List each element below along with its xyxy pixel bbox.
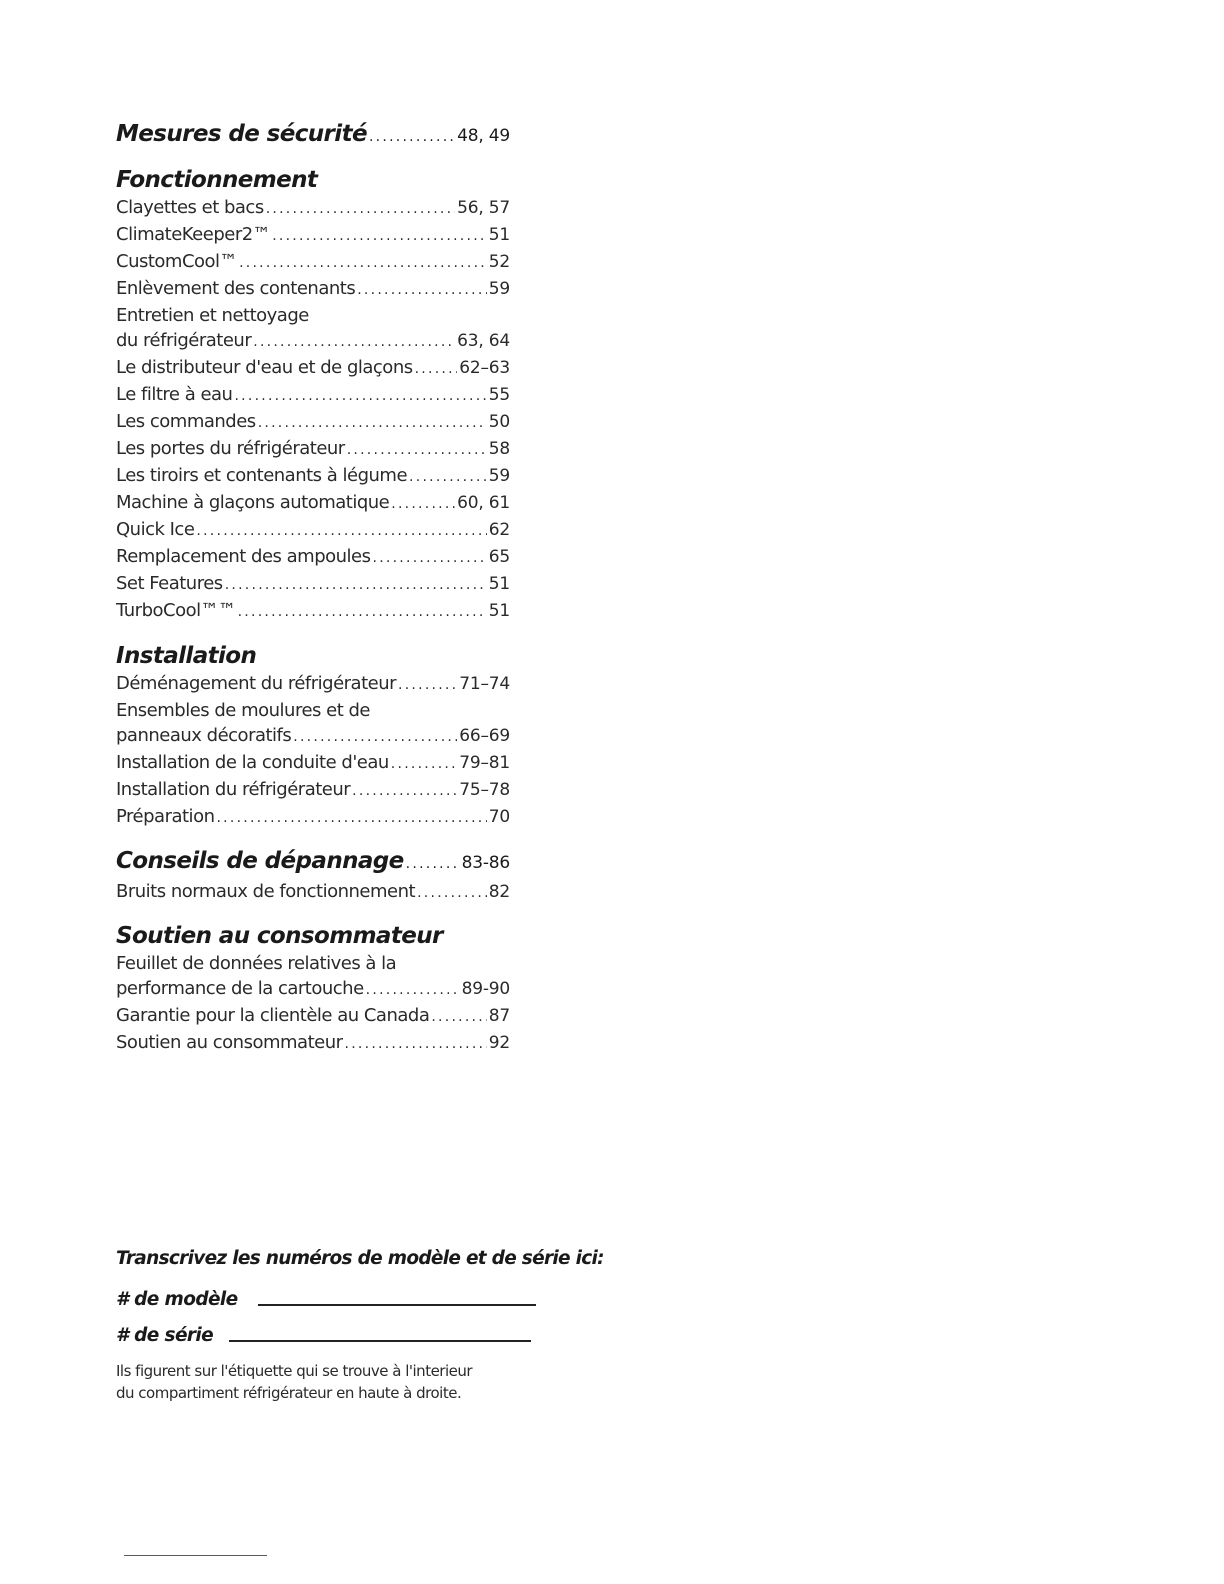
entry-label: Enlèvement des contenants xyxy=(116,278,356,299)
page-ref: 52 xyxy=(488,252,510,272)
toc-heading-conseils-de-depannage[interactable] xyxy=(116,846,510,879)
leader-dots xyxy=(391,490,455,517)
leader-dots xyxy=(345,1030,487,1057)
leader-dots xyxy=(415,355,458,382)
entry-label: Clayettes et bacs xyxy=(116,197,264,218)
leader-dots xyxy=(238,598,487,625)
page-ref: 63, 64 xyxy=(457,331,510,351)
model-number-row xyxy=(116,1277,576,1310)
toc-entry[interactable] xyxy=(116,463,510,490)
page-ref: 92 xyxy=(488,1033,510,1053)
heading-label: Mesures de sécurité xyxy=(116,121,367,147)
leader-dots xyxy=(234,382,486,409)
entry-label: Set Features xyxy=(116,573,223,594)
toc-entry[interactable] xyxy=(116,222,510,249)
entry-label: Le distributeur d'eau et de glaçons xyxy=(116,357,413,378)
model-serial-record xyxy=(116,1244,604,1404)
toc-entry[interactable] xyxy=(116,382,510,409)
soutien-entries xyxy=(116,951,510,1057)
serial-number-field[interactable] xyxy=(229,1340,531,1342)
toc-entry[interactable] xyxy=(116,490,510,517)
page-ref: 62–63 xyxy=(459,358,510,378)
toc-entry[interactable] xyxy=(116,1003,510,1030)
toc-heading-soutien-au-consommateur xyxy=(116,921,510,951)
leader-dots xyxy=(391,750,457,777)
serial-number-label: # de série xyxy=(116,1325,214,1346)
leader-dots xyxy=(225,571,487,598)
page-ref: 82 xyxy=(488,882,510,902)
entry-label: panneaux décoratifs xyxy=(116,725,292,746)
toc-entry[interactable] xyxy=(116,777,510,804)
fonctionnement-entries xyxy=(116,195,510,625)
toc-entry-continued xyxy=(116,698,510,723)
page-ref: 83-86 xyxy=(461,853,510,873)
toc-entry[interactable] xyxy=(116,409,510,436)
toc-entry-continued xyxy=(116,303,510,328)
toc-entry[interactable] xyxy=(116,249,510,276)
entry-label: Ensembles de moulures et de xyxy=(116,700,370,721)
leader-dots xyxy=(417,879,487,906)
toc-entry[interactable] xyxy=(116,355,510,382)
heading-label: Fonctionnement xyxy=(116,167,318,193)
page-ref: 79–81 xyxy=(459,753,510,773)
toc-entry[interactable] xyxy=(116,598,510,625)
toc-entry[interactable] xyxy=(116,976,510,1003)
leader-dots xyxy=(369,118,455,153)
leader-dots xyxy=(347,436,487,463)
leader-dots xyxy=(272,222,487,249)
page-ref: 70 xyxy=(488,807,510,827)
entry-label: Bruits normaux de fonctionnement xyxy=(116,881,416,902)
page-ref: 89-90 xyxy=(461,979,510,999)
toc-heading-fonctionnement xyxy=(116,165,510,195)
entry-label: performance de la cartouche xyxy=(116,978,364,999)
leader-dots xyxy=(373,544,487,571)
page-ref: 60, 61 xyxy=(457,493,510,513)
leader-dots xyxy=(216,804,486,831)
leader-dots xyxy=(406,846,460,879)
toc-entry[interactable] xyxy=(116,723,510,750)
toc-entry[interactable] xyxy=(116,804,510,831)
entry-label: Installation du réfrigérateur xyxy=(116,779,351,800)
toc-entry[interactable] xyxy=(116,517,510,544)
toc-entry[interactable] xyxy=(116,671,510,698)
leader-dots xyxy=(293,723,457,750)
entry-label: CustomCool™ xyxy=(116,251,238,272)
footer-rule xyxy=(124,1555,267,1556)
heading-label: Conseils de dépannage xyxy=(116,848,404,874)
note-line: du compartiment réfrigérateur en haute à droite. xyxy=(116,1384,462,1402)
entry-label: Feuillet de données relatives à la xyxy=(116,953,397,974)
leader-dots xyxy=(258,409,487,436)
page-ref: 71–74 xyxy=(459,674,510,694)
entry-label: TurboCool™™ xyxy=(116,600,236,621)
entry-label: Entretien et nettoyage xyxy=(116,305,309,326)
page-ref: 48, 49 xyxy=(457,126,510,146)
heading-label: Installation xyxy=(116,643,257,669)
leader-dots xyxy=(398,671,457,698)
table-of-contents xyxy=(116,118,510,1057)
page-ref: 51 xyxy=(488,601,510,621)
model-number-field[interactable] xyxy=(258,1304,536,1306)
page-ref: 65 xyxy=(488,547,510,567)
note-line: Ils figurent sur l'étiquette qui se trouve à l'interieur xyxy=(116,1362,473,1380)
toc-entry[interactable] xyxy=(116,571,510,598)
page-ref: 59 xyxy=(488,466,510,486)
entry-label: Garantie pour la clientèle au Canada xyxy=(116,1005,430,1026)
label-location-note xyxy=(116,1360,576,1404)
toc-entry[interactable] xyxy=(116,879,510,906)
entry-label: Le filtre à eau xyxy=(116,384,233,405)
entry-label: du réfrigérateur xyxy=(116,330,252,351)
record-title: Transcrivez les numéros de modèle et de série ici: xyxy=(116,1248,604,1269)
entry-label: Machine à glaçons automatique xyxy=(116,492,390,513)
entry-label: Les portes du réfrigérateur xyxy=(116,438,345,459)
installation-entries xyxy=(116,671,510,831)
entry-label: Les commandes xyxy=(116,411,256,432)
toc-entry[interactable] xyxy=(116,436,510,463)
toc-heading-mesures-de-securite[interactable] xyxy=(116,118,510,153)
leader-dots xyxy=(266,195,455,222)
leader-dots xyxy=(409,463,487,490)
page-ref: 66–69 xyxy=(459,726,510,746)
entry-label: ClimateKeeper2™ xyxy=(116,224,271,245)
entry-label: Préparation xyxy=(116,806,215,827)
toc-entry[interactable] xyxy=(116,1030,510,1057)
leader-dots xyxy=(357,276,487,303)
page-ref: 87 xyxy=(488,1006,510,1026)
leader-dots xyxy=(366,976,460,1003)
page-ref: 56, 57 xyxy=(457,198,510,218)
page-ref: 51 xyxy=(488,574,510,594)
entry-label: Installation de la conduite d'eau xyxy=(116,752,389,773)
entry-label: Les tiroirs et contenants à légume xyxy=(116,465,408,486)
page-ref: 58 xyxy=(488,439,510,459)
toc-entry[interactable] xyxy=(116,195,510,222)
page-ref: 51 xyxy=(488,225,510,245)
leader-dots xyxy=(196,517,486,544)
model-number-label: # de modèle xyxy=(116,1289,238,1310)
toc-entry[interactable] xyxy=(116,750,510,777)
leader-dots xyxy=(431,1003,486,1030)
leader-dots xyxy=(253,328,455,355)
toc-heading-installation xyxy=(116,641,510,671)
toc-entry[interactable] xyxy=(116,328,510,355)
toc-entry[interactable] xyxy=(116,544,510,571)
entry-label: Remplacement des ampoules xyxy=(116,546,371,567)
entry-label: Déménagement du réfrigérateur xyxy=(116,673,397,694)
page-ref: 62 xyxy=(488,520,510,540)
toc-entry[interactable] xyxy=(116,276,510,303)
toc-entry-continued xyxy=(116,951,510,976)
heading-label: Soutien au consommateur xyxy=(116,923,443,949)
entry-label: Quick Ice xyxy=(116,519,195,540)
leader-dots xyxy=(239,249,487,276)
leader-dots xyxy=(352,777,457,804)
depannage-entries xyxy=(116,879,510,906)
page-ref: 59 xyxy=(488,279,510,299)
page-ref: 55 xyxy=(488,385,510,405)
serial-number-row xyxy=(116,1313,576,1346)
page-ref: 50 xyxy=(488,412,510,432)
entry-label: Soutien au consommateur xyxy=(116,1032,343,1053)
page-ref: 75–78 xyxy=(459,780,510,800)
